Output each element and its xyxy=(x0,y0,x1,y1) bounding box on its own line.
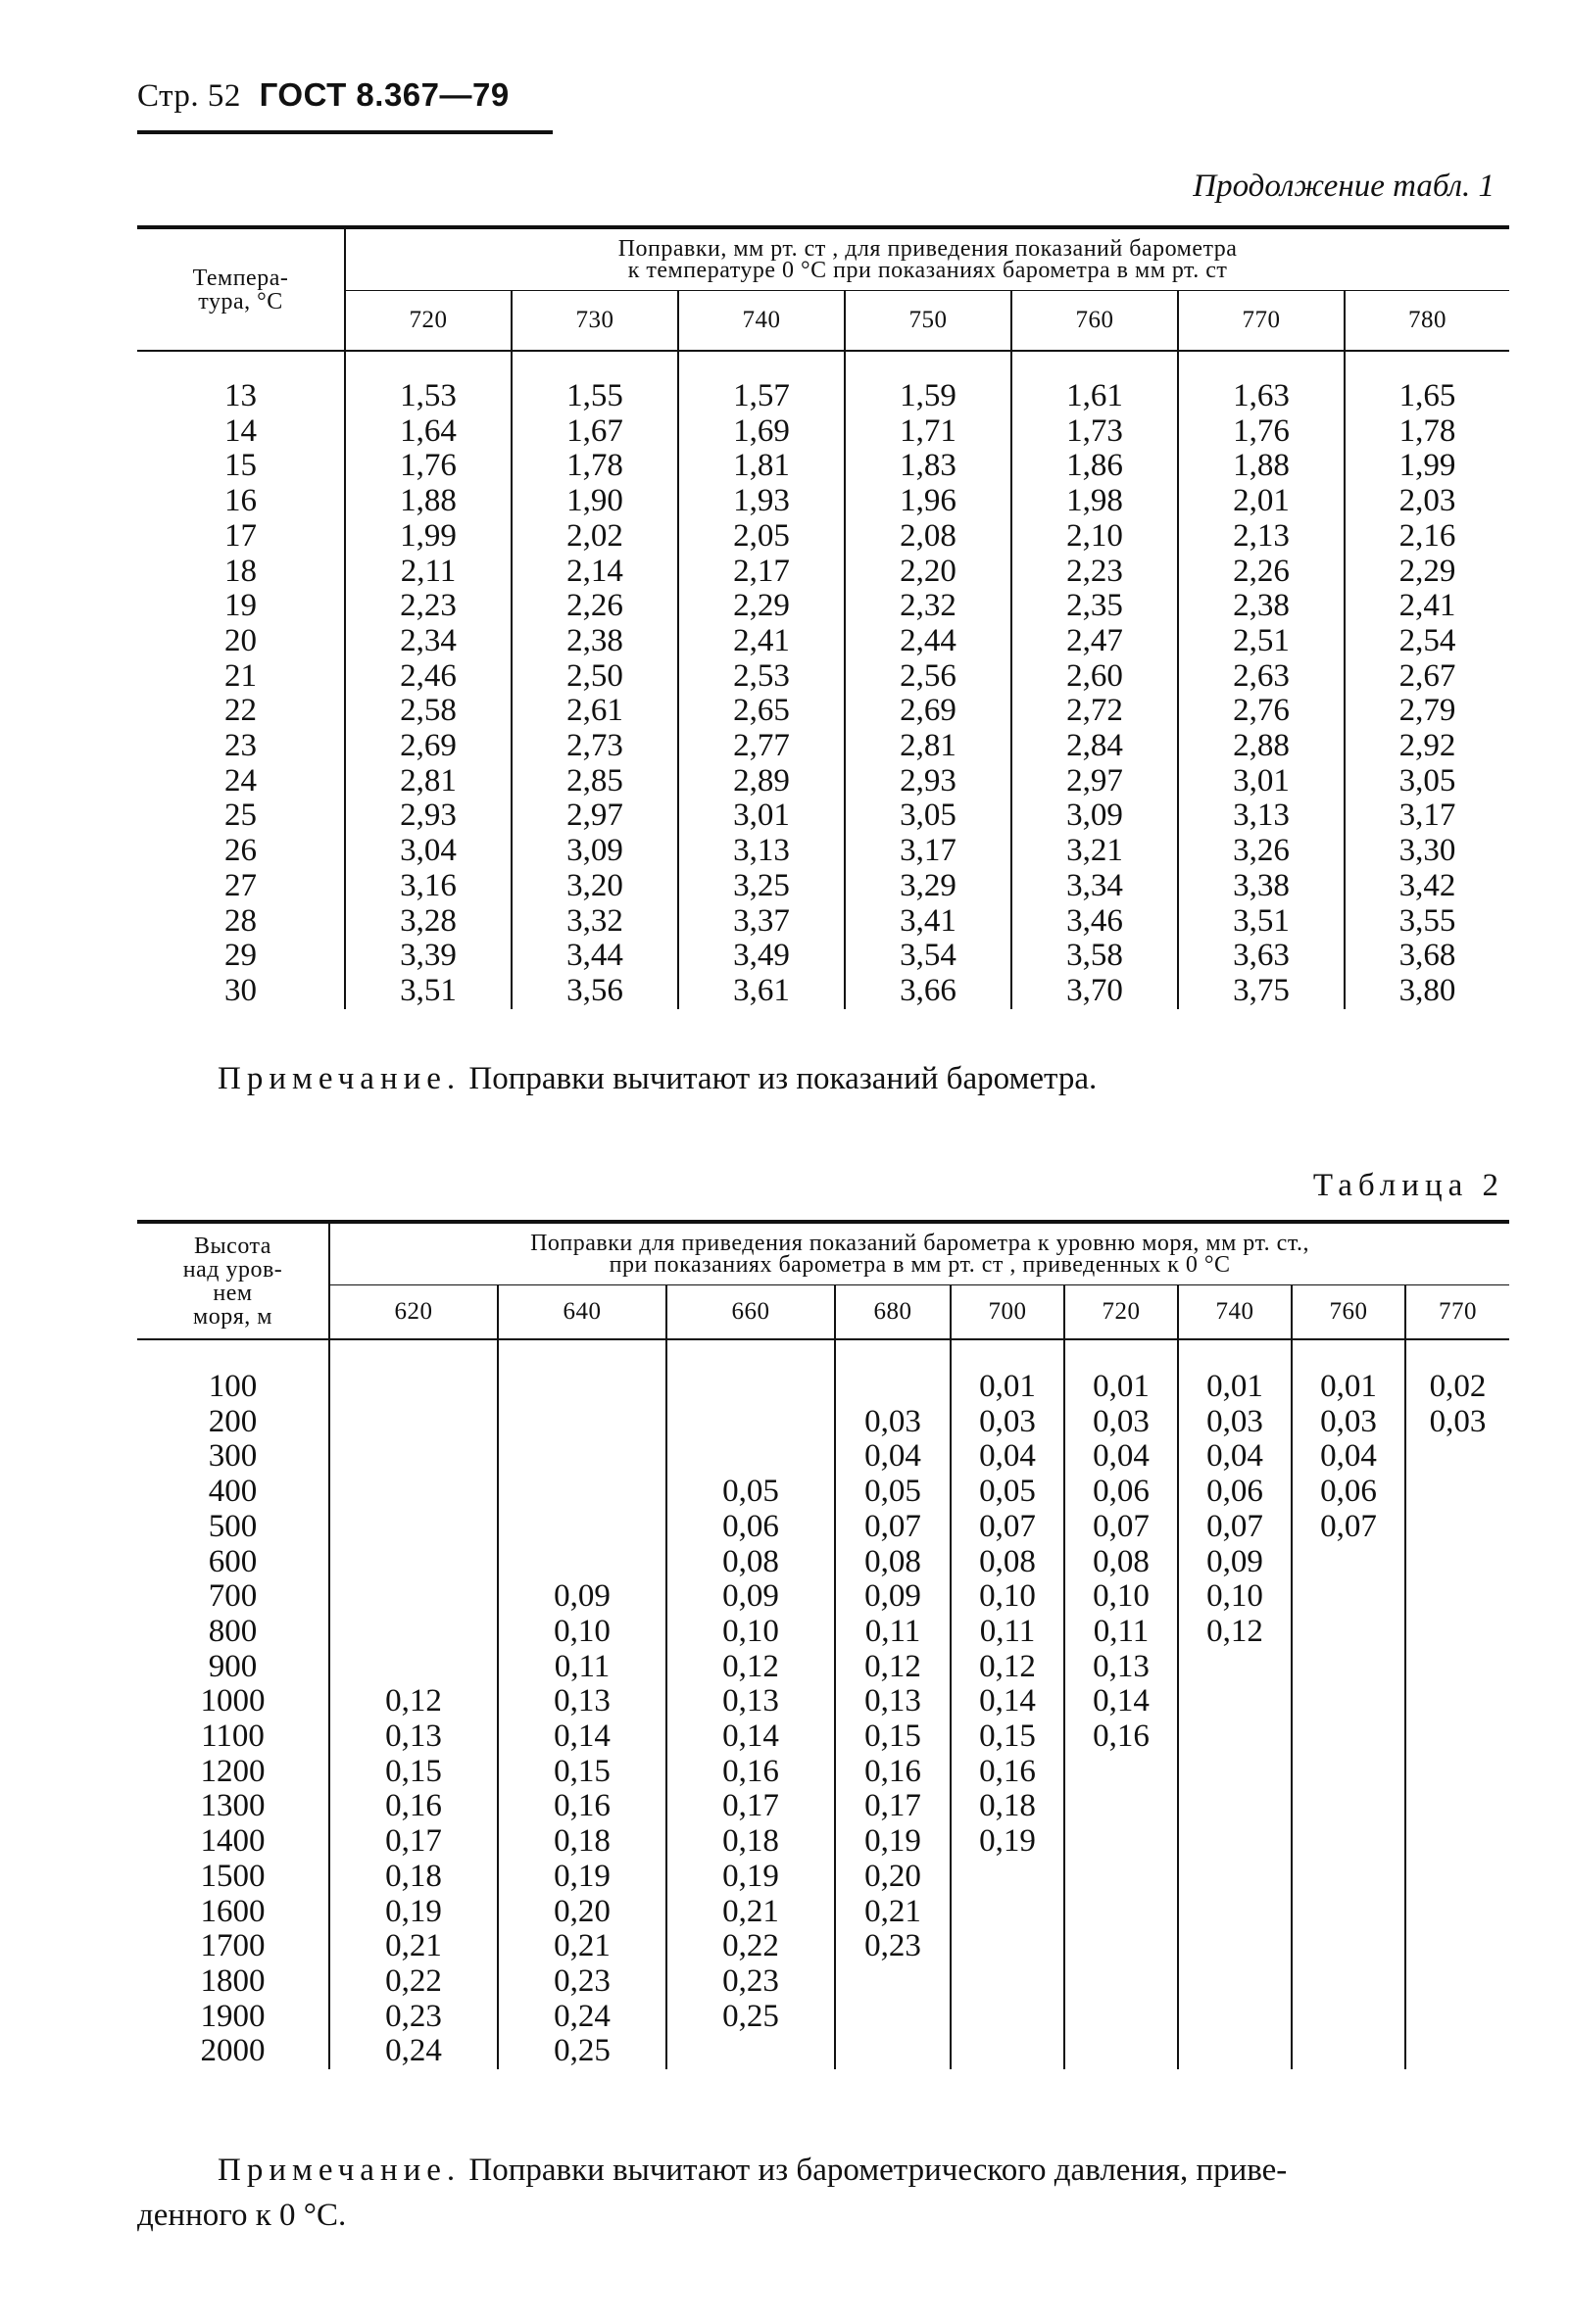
row-label: 1200 xyxy=(200,1753,266,1789)
table-2-note xyxy=(137,2103,1499,2238)
height-column-header: Высота над уров- нем моря, м xyxy=(137,1222,329,1339)
value-column: 1,53 1,64 1,76 1,88 1,99 2,11 2,23 2,34 2,46 2,58 2,69 2,81 2,93 3,04 3,16 3,28 3,39 3,51 xyxy=(400,378,457,1008)
column-header: 730 xyxy=(512,291,678,352)
row-label: 1800 xyxy=(200,1962,266,1999)
table-2 xyxy=(137,1220,1509,2069)
row-label: 30 xyxy=(224,972,257,1008)
row-label: 28 xyxy=(224,902,257,939)
row-label: 1900 xyxy=(200,1998,266,2034)
value-column: 1,63 1,76 1,88 2,01 2,13 2,26 2,38 2,51 2,63 2,76 2,88 3,01 3,13 3,26 3,38 3,51 3,63 3,75 xyxy=(1233,378,1290,1008)
row-label: 14 xyxy=(224,412,257,449)
column-header: 770 xyxy=(1178,291,1345,352)
row-label: 600 xyxy=(208,1543,258,1579)
row-label: 100 xyxy=(208,1369,258,1404)
value-column: 1,57 1,69 1,81 1,93 2,05 2,17 2,29 2,41 2,53 2,65 2,77 2,89 3,01 3,13 3,25 3,37 3,49 3,61 xyxy=(733,378,790,1008)
row-label: 1600 xyxy=(200,1893,266,1929)
temperature-column-header: Темпера- тура, °С xyxy=(137,227,345,351)
column-header: 740 xyxy=(678,291,845,352)
row-label: 1500 xyxy=(200,1858,266,1894)
row-label: 23 xyxy=(224,728,257,764)
row-label: 800 xyxy=(208,1613,258,1649)
row-label: 20 xyxy=(224,622,257,658)
column-header: 680 xyxy=(835,1285,951,1340)
row-label: 1100 xyxy=(201,1719,265,1755)
row-label: 1400 xyxy=(200,1823,266,1860)
value-column: 0,01 0,03 0,04 0,05 0,07 0,08 0,10 0,11 0,12 0,14 0,15 0,16 0,18 0,19 xyxy=(979,1369,1036,1860)
row-label: 19 xyxy=(224,588,257,624)
value-column: 1,59 1,71 1,83 1,96 2,08 2,20 2,32 2,44 2,56 2,69 2,81 2,93 3,05 3,17 3,29 3,41 3,54 3,66 xyxy=(900,378,956,1008)
temperature-column xyxy=(137,379,344,1009)
value-column: 0,12 0,13 0,15 0,16 0,17 0,18 0,19 0,21 0,22 0,23 0,24 xyxy=(385,1683,442,2069)
row-label: 900 xyxy=(208,1648,258,1684)
column-header: 770 xyxy=(1405,1285,1509,1340)
row-label: 24 xyxy=(224,762,257,799)
row-label: 25 xyxy=(224,798,257,834)
header-rule xyxy=(137,130,553,134)
note-text: Поправки вычитают из показаний барометра. xyxy=(461,1061,1098,1096)
table-1 xyxy=(137,225,1509,1009)
column-header: 620 xyxy=(329,1285,498,1340)
row-label: 300 xyxy=(208,1438,258,1475)
column-header: 760 xyxy=(1011,291,1178,352)
note-label: Примечание. xyxy=(218,2153,462,2188)
correction-group-header: Поправки для приведения показаний барометра к уровню моря, мм рт. ст., при показаниях барометра в мм рт. ст , приведенных к 0 °С xyxy=(329,1222,1509,1285)
row-label: 21 xyxy=(224,657,257,694)
value-column: 0,01 0,03 0,04 0,06 0,07 xyxy=(1320,1369,1377,1544)
row-label: 17 xyxy=(224,517,257,554)
correction-group-header: Поправки, мм рт. ст , для приведения показаний барометра к температуре 0 °С при показаниях барометра в мм рт. ст xyxy=(345,227,1509,291)
row-label: 1300 xyxy=(200,1788,266,1824)
height-column xyxy=(137,1370,328,2069)
value-column: 0,05 0,06 0,08 0,09 0,10 0,12 0,13 0,14 0,16 0,17 0,18 0,19 0,21 0,22 0,23 0,25 xyxy=(722,1474,779,2034)
row-label: 22 xyxy=(224,693,257,729)
row-label: 400 xyxy=(208,1474,258,1510)
page-number: Стр. 52 xyxy=(137,78,241,114)
column-header: 720 xyxy=(1064,1285,1178,1340)
column-header: 720 xyxy=(345,291,512,352)
row-label: 700 xyxy=(208,1578,258,1615)
row-label: 29 xyxy=(224,938,257,974)
value-column: 0,01 0,03 0,04 0,06 0,07 0,09 0,10 0,12 xyxy=(1206,1369,1263,1649)
page-header xyxy=(137,76,510,115)
value-column: 0,02 0,03 xyxy=(1429,1369,1487,1439)
column-header: 740 xyxy=(1178,1285,1292,1340)
row-label: 26 xyxy=(224,833,257,869)
column-header: 760 xyxy=(1292,1285,1405,1340)
value-column: 0,09 0,10 0,11 0,13 0,14 0,15 0,16 0,18 0,19 0,20 0,21 0,23 0,24 0,25 xyxy=(554,1578,611,2069)
row-label: 500 xyxy=(208,1508,258,1544)
column-header: 640 xyxy=(498,1285,666,1340)
table-continuation-label: Продолжение табл. 1 xyxy=(1193,169,1495,204)
note-text: Поправки вычитают из барометрического давления, приве- денного к 0 °С. xyxy=(137,2153,1288,2233)
row-label: 1000 xyxy=(200,1683,266,1719)
column-header: 700 xyxy=(951,1285,1064,1340)
column-header: 750 xyxy=(845,291,1011,352)
standard-number: ГОСТ 8.367—79 xyxy=(259,76,510,113)
row-label: 200 xyxy=(208,1403,258,1439)
note-label: Примечание. xyxy=(218,1061,462,1096)
row-label: 13 xyxy=(224,378,257,413)
column-header: 660 xyxy=(666,1285,835,1340)
column-header: 780 xyxy=(1345,291,1509,352)
row-label: 27 xyxy=(224,867,257,903)
row-label: 16 xyxy=(224,483,257,519)
row-label: 15 xyxy=(224,448,257,484)
row-label: 2000 xyxy=(200,2033,266,2069)
value-column: 1,55 1,67 1,78 1,90 2,02 2,14 2,26 2,38 2,50 2,61 2,73 2,85 2,97 3,09 3,20 3,32 3,44 3,56 xyxy=(566,378,623,1008)
value-column: 1,61 1,73 1,86 1,98 2,10 2,23 2,35 2,47 2,60 2,72 2,84 2,97 3,09 3,21 3,34 3,46 3,58 3,70 xyxy=(1066,378,1123,1008)
value-column: 1,65 1,78 1,99 2,03 2,16 2,29 2,41 2,54 2,67 2,79 2,92 3,05 3,17 3,30 3,42 3,55 3,68 3,80 xyxy=(1398,378,1456,1008)
row-label: 18 xyxy=(224,553,257,589)
value-column: 0,03 0,04 0,05 0,07 0,08 0,09 0,11 0,12 0,13 0,15 0,16 0,17 0,19 0,20 0,21 0,23 xyxy=(864,1403,921,1964)
table-1-note xyxy=(218,1056,1097,1101)
table-2-label: Таблица 2 xyxy=(1312,1168,1504,1203)
value-column: 0,01 0,03 0,04 0,06 0,07 0,08 0,10 0,11 0,13 0,14 0,16 xyxy=(1093,1369,1150,1755)
row-label: 1700 xyxy=(200,1928,266,1964)
